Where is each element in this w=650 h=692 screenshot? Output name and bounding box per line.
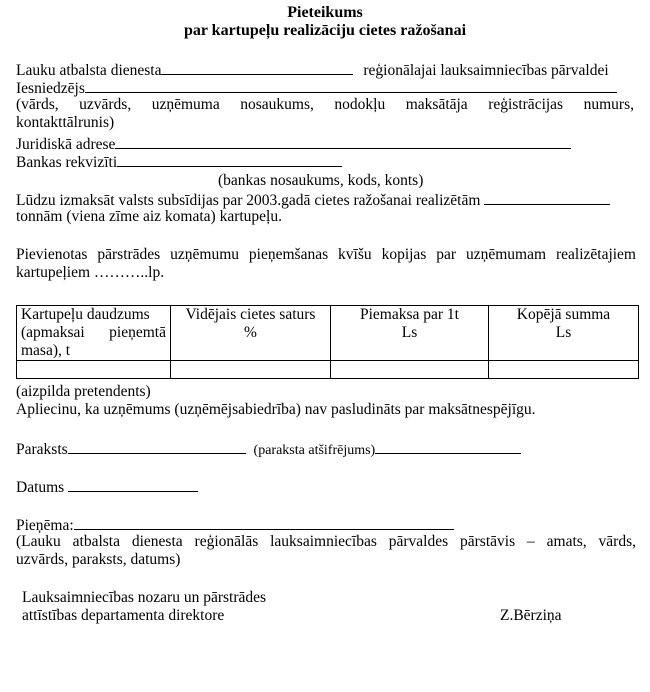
header-premium: Piemaksa par 1t Ls xyxy=(331,306,489,361)
signature-line xyxy=(16,439,521,460)
header-total: Kopējā summa Ls xyxy=(489,306,639,361)
applicant-label: Iesniedzējs xyxy=(16,80,85,97)
applicant-line xyxy=(16,78,617,98)
request-line-2: tonnām (viena zīme aiz komata) kartupeļu. xyxy=(16,208,282,225)
signature-decode-blank xyxy=(375,439,521,454)
header-starch: Vidējais cietes saturs % xyxy=(171,306,331,361)
filled-by-note: (aizpilda pretendents) xyxy=(16,383,151,400)
request-line-1 xyxy=(16,190,610,210)
header-quantity: Kartupeļu daudzums (apmaksai pieņemtā masa), t xyxy=(17,306,171,361)
bank-blank xyxy=(117,152,342,167)
regional-office-label: reģionālajai lauksaimniecības pārvaldei xyxy=(363,62,609,79)
service-line xyxy=(16,60,609,80)
tonnage-blank xyxy=(484,190,610,205)
date-label: Datums xyxy=(16,479,65,496)
signature-label: Paraksts xyxy=(16,441,68,458)
service-blank xyxy=(161,60,353,75)
applicant-note-1: (vārds, uzvārds, uzņēmuma nosaukums, nodokļu maksātāja reģistrācijas numurs, xyxy=(16,96,634,113)
doc-title: Pieteikums xyxy=(287,4,363,21)
certify-text: Apliecinu, ka uzņēmums (uzņēmējsabiedrība) nav pasludināts par maksātnespējīgu. xyxy=(16,401,536,418)
accepted-note-2: uzvārds, paraksts, datums) xyxy=(16,551,181,568)
applicant-note-2: kontakttālrunis) xyxy=(16,114,115,131)
signature-blank xyxy=(68,439,246,454)
footer-title-1: Lauksaimniecības nozaru un pārstrādes xyxy=(22,589,267,606)
service-label: Lauku atbalsta dienesta xyxy=(16,62,162,79)
date-blank xyxy=(68,477,198,492)
accepted-note-1: (Lauku atbalsta dienesta reģionālās lauksaimniecības pārvaldes pārstāvis – amats, vārds, xyxy=(16,533,636,550)
table-header-row xyxy=(17,306,639,361)
footer-title-2: attīstības departamenta direktore xyxy=(22,607,225,624)
cell-starch[interactable] xyxy=(171,361,331,379)
applicant-blank xyxy=(85,78,617,93)
legal-address-blank xyxy=(115,134,571,149)
cell-premium[interactable] xyxy=(331,361,489,379)
cell-total[interactable] xyxy=(489,361,639,379)
bank-line xyxy=(16,152,342,172)
bank-label: Bankas rekvizīti xyxy=(16,154,118,171)
attached-line-2: kartupeļiem ………..lp. xyxy=(16,264,165,281)
legal-address-label: Juridiskā adrese xyxy=(16,136,116,153)
subsidy-table xyxy=(16,305,639,379)
doc-subtitle: par kartupeļu realizāciju cietes ražošanai xyxy=(183,22,467,39)
accepted-line xyxy=(16,515,454,535)
attached-line-1: Pievienotas pārstrādes uzņēmumu pieņemšanas kvīšu kopijas par uzņēmumam realizētajiem xyxy=(16,246,636,263)
request-text-1: Lūdzu izmaksāt valsts subsīdijas par 2003.gadā cietes ražošanai realizētām xyxy=(16,192,481,209)
footer-signatory: Z.Bērziņa xyxy=(500,607,562,624)
cell-quantity[interactable] xyxy=(17,361,171,379)
table-row xyxy=(17,361,639,379)
signature-decode-label: (paraksta atšifrējums) xyxy=(253,443,376,458)
accepted-blank xyxy=(74,515,454,530)
legal-address-line xyxy=(16,134,571,154)
date-line xyxy=(16,477,198,497)
accepted-label: Pieņēma: xyxy=(16,517,74,534)
bank-note: (bankas nosaukums, kods, konts) xyxy=(218,172,424,189)
